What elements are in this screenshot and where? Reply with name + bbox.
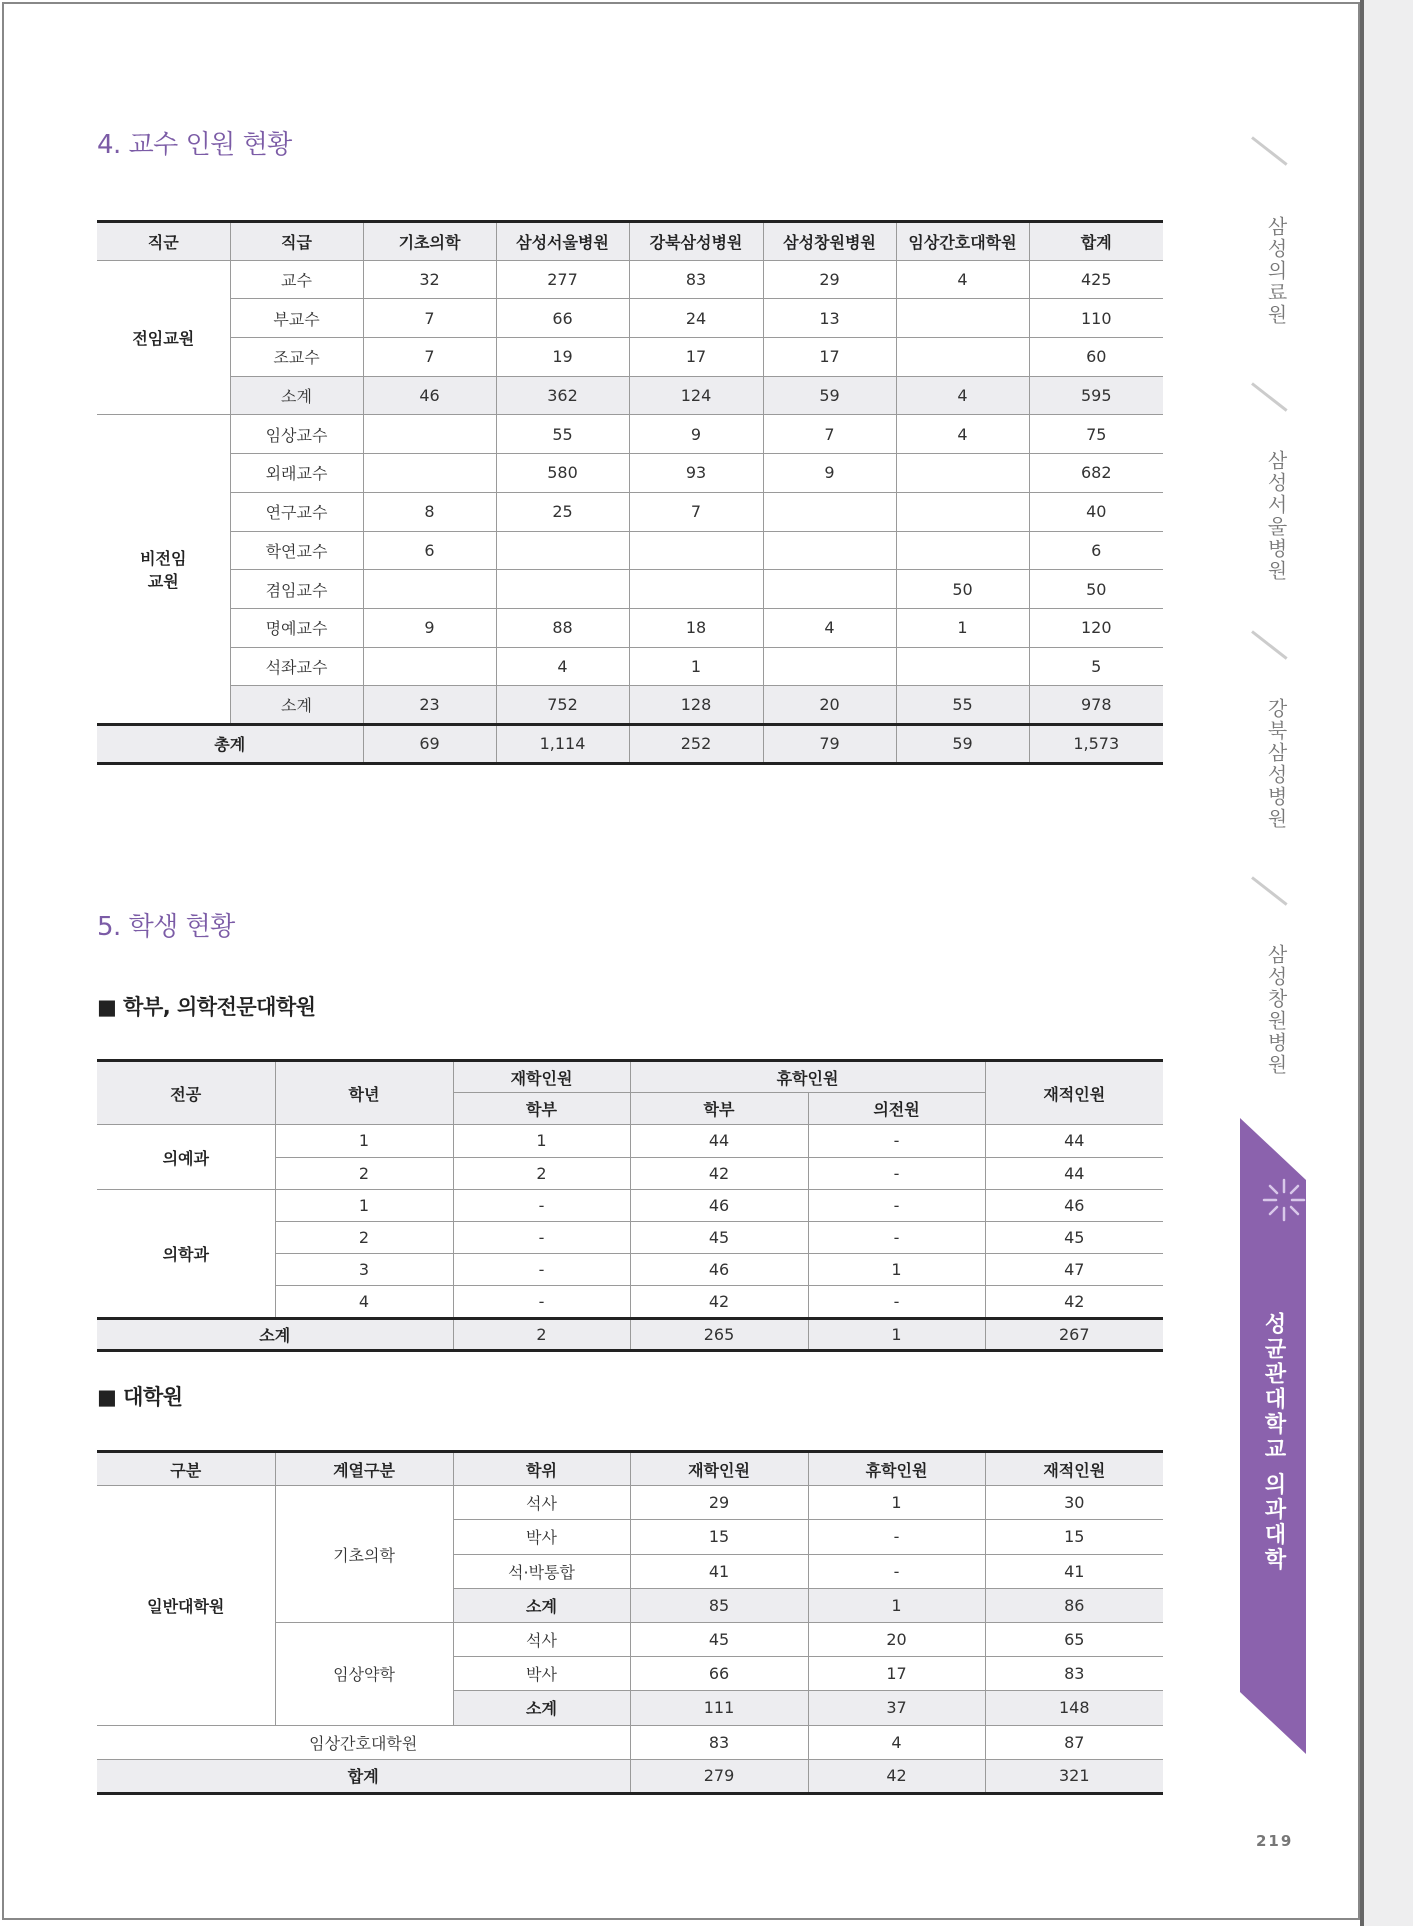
table-cell: 45: [630, 1622, 808, 1656]
table-cell: 66: [630, 1657, 808, 1691]
table-cell: 362: [496, 376, 629, 415]
table-cell: 15: [630, 1520, 808, 1554]
col-header: 강북삼성병원: [629, 222, 763, 261]
rank-cell: 석좌교수: [230, 647, 363, 686]
grad-subtitle: ■ 대학원: [97, 1385, 183, 1409]
rank-cell: 조교수: [230, 338, 363, 377]
degree-cell: 소계: [453, 1588, 630, 1622]
table-row: [97, 1125, 1163, 1157]
table-row: [97, 338, 1163, 377]
subtotal-row: [97, 376, 1163, 415]
undergrad-student-table: [97, 1059, 1163, 1352]
col-subheader: 학부: [453, 1093, 630, 1125]
rank-cell: 외래교수: [230, 454, 363, 493]
table-cell: 4: [896, 260, 1029, 299]
table-cell: 75: [1029, 415, 1163, 454]
table-cell: 50: [896, 570, 1029, 609]
table-row: [97, 1725, 1163, 1759]
table-row: [97, 608, 1163, 647]
table-cell: [896, 338, 1029, 377]
table-cell: 25: [496, 492, 629, 531]
section-5-title: 5. 학생 현황: [97, 912, 235, 942]
table-row: [97, 260, 1163, 299]
table-cell: 2: [453, 1318, 630, 1350]
total-row: [97, 1759, 1163, 1793]
table-cell: 55: [896, 686, 1029, 725]
table-cell: [896, 299, 1029, 338]
table-row: [97, 492, 1163, 531]
rank-cell: 부교수: [230, 299, 363, 338]
table-cell: 148: [985, 1691, 1163, 1725]
subtotal-row: [97, 1318, 1163, 1350]
faculty-table: [97, 220, 1163, 765]
table-cell: 24: [629, 299, 763, 338]
degree-cell: 소계: [453, 1691, 630, 1725]
table-cell: 79: [763, 724, 896, 763]
col-header: 합계: [1029, 222, 1163, 261]
table-cell: 2: [275, 1221, 453, 1253]
table-cell: 9: [763, 454, 896, 493]
rank-cell: 학연교수: [230, 531, 363, 570]
table-cell: 978: [1029, 686, 1163, 725]
page-edge-shadow: [1360, 0, 1413, 1926]
col-header: 직군: [97, 222, 230, 261]
table-row: [97, 1486, 1163, 1520]
table-cell: 29: [763, 260, 896, 299]
table-cell: 7: [363, 299, 496, 338]
major-premed: 의예과: [97, 1125, 275, 1189]
table-cell: 20: [808, 1622, 985, 1656]
table-header-row: [97, 1061, 1163, 1093]
table-cell: -: [453, 1221, 630, 1253]
col-header: 재적인원: [985, 1452, 1163, 1486]
table-cell: 47: [985, 1254, 1163, 1286]
table-cell: 3: [275, 1254, 453, 1286]
side-nav-item-samsung-seoul-hospital[interactable]: 삼성서울병원: [1264, 450, 1288, 582]
page-number: 219: [1256, 1832, 1294, 1850]
table-cell: 45: [985, 1221, 1163, 1253]
table-cell: 18: [629, 608, 763, 647]
col-header: 학위: [453, 1452, 630, 1486]
table-cell: 19: [496, 338, 629, 377]
table-cell: 86: [985, 1588, 1163, 1622]
table-cell: 1: [808, 1486, 985, 1520]
table-cell: [763, 492, 896, 531]
group-label-line: 비전임: [140, 549, 187, 569]
degree-cell: 박사: [453, 1657, 630, 1691]
table-cell: [496, 531, 629, 570]
table-cell: 8: [363, 492, 496, 531]
table-cell: 41: [985, 1554, 1163, 1588]
table-cell: 60: [1029, 338, 1163, 377]
table-cell: 595: [1029, 376, 1163, 415]
table-cell: 20: [763, 686, 896, 725]
col-header: 재학인원: [630, 1452, 808, 1486]
table-cell: 1: [808, 1588, 985, 1622]
table-cell: 252: [629, 724, 763, 763]
table-cell: -: [808, 1125, 985, 1157]
table-cell: [896, 492, 1029, 531]
col-header: 구분: [97, 1452, 275, 1486]
rank-cell: 임상교수: [230, 415, 363, 454]
table-cell: [363, 570, 496, 609]
table-cell: 279: [630, 1759, 808, 1793]
table-cell: 15: [985, 1520, 1163, 1554]
table-cell: 752: [496, 686, 629, 725]
table-cell: 42: [985, 1286, 1163, 1318]
table-cell: -: [453, 1254, 630, 1286]
table-cell: -: [808, 1189, 985, 1221]
table-cell: 682: [1029, 454, 1163, 493]
table-cell: 1,114: [496, 724, 629, 763]
table-cell: 4: [763, 608, 896, 647]
table-row: [97, 647, 1163, 686]
rank-cell: 소계: [230, 376, 363, 415]
table-cell: 29: [630, 1486, 808, 1520]
table-cell: 42: [630, 1157, 808, 1189]
table-cell: 1: [275, 1125, 453, 1157]
table-row: [97, 299, 1163, 338]
table-cell: 7: [363, 338, 496, 377]
table-cell: 83: [629, 260, 763, 299]
rank-cell: 교수: [230, 260, 363, 299]
table-cell: [763, 531, 896, 570]
table-cell: 55: [496, 415, 629, 454]
table-cell: 17: [763, 338, 896, 377]
table-cell: 1,573: [1029, 724, 1163, 763]
rank-cell: 겸임교수: [230, 570, 363, 609]
table-cell: -: [453, 1286, 630, 1318]
col-subheader: 학부: [630, 1093, 808, 1125]
table-cell: -: [808, 1554, 985, 1588]
table-cell: 321: [985, 1759, 1163, 1793]
table-cell: 4: [896, 415, 1029, 454]
table-cell: 83: [630, 1725, 808, 1759]
group-full-time: 전임교원: [97, 260, 230, 415]
table-cell: 59: [763, 376, 896, 415]
rank-cell: 소계: [230, 686, 363, 725]
table-cell: 37: [808, 1691, 985, 1725]
table-cell: 1: [453, 1125, 630, 1157]
table-cell: 110: [1029, 299, 1163, 338]
table-cell: [629, 531, 763, 570]
table-cell: 580: [496, 454, 629, 493]
general-graduate-school: 일반대학원: [97, 1486, 275, 1725]
table-cell: -: [808, 1286, 985, 1318]
major-medicine: 의학과: [97, 1189, 275, 1318]
table-cell: 120: [1029, 608, 1163, 647]
table-cell: 40: [1029, 492, 1163, 531]
table-cell: [763, 647, 896, 686]
col-header: 삼성창원병원: [763, 222, 896, 261]
table-cell: 1: [275, 1189, 453, 1221]
degree-cell: 석사: [453, 1622, 630, 1656]
table-cell: 17: [629, 338, 763, 377]
total-label: 총계: [97, 724, 363, 763]
table-cell: 7: [763, 415, 896, 454]
table-cell: -: [453, 1189, 630, 1221]
table-cell: 66: [496, 299, 629, 338]
table-cell: [763, 570, 896, 609]
table-cell: 44: [985, 1125, 1163, 1157]
table-cell: 4: [496, 647, 629, 686]
rank-cell: 명예교수: [230, 608, 363, 647]
col-header: 재적인원: [985, 1061, 1163, 1125]
group-label-line: 교원: [147, 572, 179, 592]
table-cell: [363, 415, 496, 454]
table-cell: -: [808, 1157, 985, 1189]
field-basic-medicine: 기초의학: [275, 1486, 453, 1623]
table-cell: 1: [808, 1318, 985, 1350]
col-header: 기초의학: [363, 222, 496, 261]
table-cell: 1: [629, 647, 763, 686]
table-cell: 6: [1029, 531, 1163, 570]
table-cell: 46: [630, 1254, 808, 1286]
table-cell: 23: [363, 686, 496, 725]
total-label: 합계: [97, 1759, 630, 1793]
table-cell: 4: [808, 1725, 985, 1759]
table-row: [97, 1189, 1163, 1221]
table-cell: 2: [275, 1157, 453, 1189]
table-cell: 46: [363, 376, 496, 415]
table-cell: 2: [453, 1157, 630, 1189]
table-cell: 425: [1029, 260, 1163, 299]
table-row: [97, 454, 1163, 493]
nursing-graduate-school: 임상간호대학원: [97, 1725, 630, 1759]
table-cell: 265: [630, 1318, 808, 1350]
col-header: 휴학인원: [630, 1061, 985, 1093]
table-cell: 65: [985, 1622, 1163, 1656]
table-cell: [896, 531, 1029, 570]
table-cell: 9: [363, 608, 496, 647]
table-cell: 59: [896, 724, 1029, 763]
table-cell: 4: [896, 376, 1029, 415]
table-cell: 128: [629, 686, 763, 725]
table-cell: 93: [629, 454, 763, 493]
group-non-full-time: [97, 415, 230, 725]
table-cell: 267: [985, 1318, 1163, 1350]
table-cell: 6: [363, 531, 496, 570]
table-cell: [896, 647, 1029, 686]
col-header: 재학인원: [453, 1061, 630, 1093]
table-cell: 44: [630, 1125, 808, 1157]
total-row: [97, 724, 1163, 763]
table-cell: 42: [630, 1286, 808, 1318]
table-cell: 46: [630, 1189, 808, 1221]
table-cell: [363, 454, 496, 493]
table-cell: 124: [629, 376, 763, 415]
table-cell: 32: [363, 260, 496, 299]
table-cell: 46: [985, 1189, 1163, 1221]
degree-cell: 석·박통합: [453, 1554, 630, 1588]
table-cell: [629, 570, 763, 609]
col-header: 휴학인원: [808, 1452, 985, 1486]
table-cell: 69: [363, 724, 496, 763]
col-header: 학년: [275, 1061, 453, 1125]
table-cell: 83: [985, 1657, 1163, 1691]
side-nav-item-samsung-changwon-hospital[interactable]: 삼성창원병원: [1264, 944, 1288, 1076]
table-header-row: [97, 1452, 1163, 1486]
col-header: 임상간호대학원: [896, 222, 1029, 261]
table-cell: 50: [1029, 570, 1163, 609]
table-cell: 41: [630, 1554, 808, 1588]
table-cell: 5: [1029, 647, 1163, 686]
table-cell: 277: [496, 260, 629, 299]
table-cell: -: [808, 1221, 985, 1253]
col-subheader: 의전원: [808, 1093, 985, 1125]
table-cell: 1: [896, 608, 1029, 647]
degree-cell: 석사: [453, 1486, 630, 1520]
section-4-title: 4. 교수 인원 현황: [97, 130, 292, 160]
table-cell: 88: [496, 608, 629, 647]
table-cell: -: [808, 1520, 985, 1554]
table-cell: 17: [808, 1657, 985, 1691]
table-row: [97, 570, 1163, 609]
subtotal-row: [97, 686, 1163, 725]
table-cell: 30: [985, 1486, 1163, 1520]
table-cell: [363, 647, 496, 686]
col-header: 삼성서울병원: [496, 222, 629, 261]
table-cell: 13: [763, 299, 896, 338]
degree-cell: 박사: [453, 1520, 630, 1554]
col-header: 계열구분: [275, 1452, 453, 1486]
table-cell: 44: [985, 1157, 1163, 1189]
table-cell: 7: [629, 492, 763, 531]
side-nav-item-kangbuk-samsung-hospital[interactable]: 강북삼성병원: [1264, 698, 1288, 830]
table-cell: 1: [808, 1254, 985, 1286]
subtotal-label: 소계: [97, 1318, 453, 1350]
side-nav-item-active-label: 성균관대학교 의과대학: [1261, 1312, 1286, 1573]
col-header: 직급: [230, 222, 363, 261]
table-header-row: [97, 222, 1163, 261]
sparkle-icon: [1262, 1178, 1306, 1222]
table-cell: 111: [630, 1691, 808, 1725]
rank-cell: 연구교수: [230, 492, 363, 531]
table-cell: 87: [985, 1725, 1163, 1759]
table-cell: 4: [275, 1286, 453, 1318]
grad-student-table: [97, 1450, 1163, 1795]
table-cell: 9: [629, 415, 763, 454]
table-cell: [896, 454, 1029, 493]
table-cell: 85: [630, 1588, 808, 1622]
undergrad-subtitle: ■ 학부, 의학전문대학원: [97, 995, 316, 1019]
table-cell: 42: [808, 1759, 985, 1793]
table-cell: [496, 570, 629, 609]
side-nav-item-samsung-medical-center[interactable]: 삼성의료원: [1264, 216, 1288, 326]
field-clinical-pharmacy: 임상약학: [275, 1622, 453, 1725]
table-row: [97, 531, 1163, 570]
table-cell: 45: [630, 1221, 808, 1253]
table-row: [97, 415, 1163, 454]
col-header: 전공: [97, 1061, 275, 1125]
